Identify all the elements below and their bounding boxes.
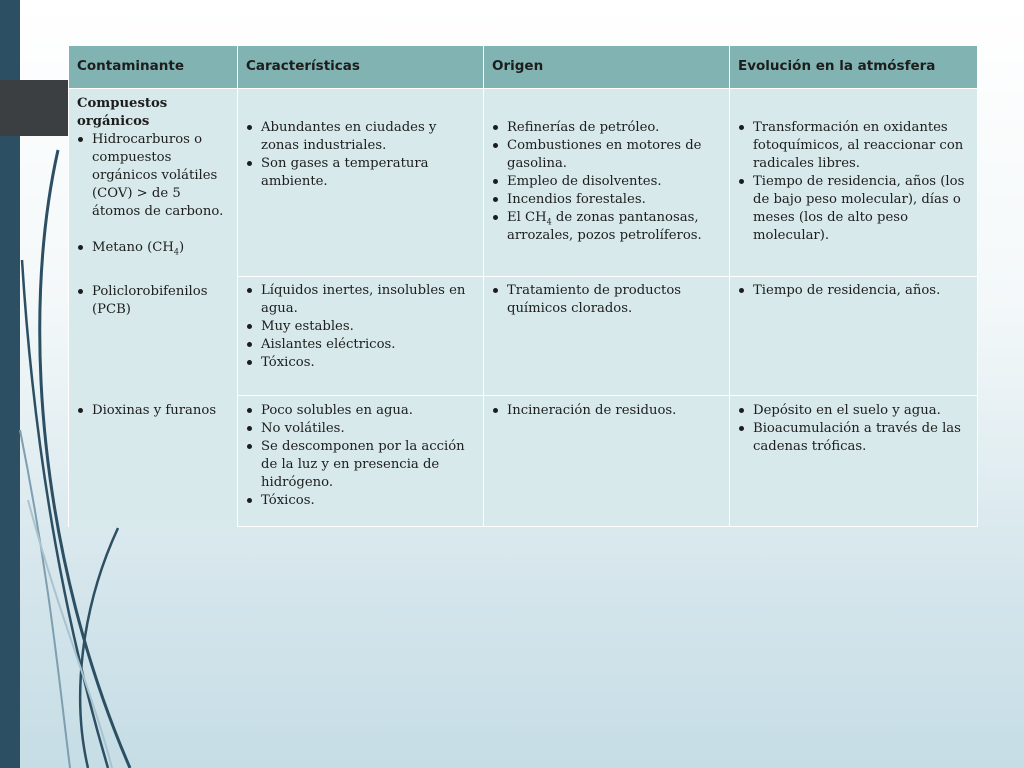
list-item: No volátiles. <box>246 420 475 438</box>
group-title: Compuestos orgánicos <box>77 96 168 129</box>
cell-evolucion <box>730 89 978 277</box>
pollutants-table <box>68 45 978 527</box>
cell-caracteristicas <box>238 277 484 396</box>
list-item: Combustiones en motores de gasolina. <box>492 137 721 173</box>
header-caracteristicas: Características <box>238 46 484 89</box>
list-item: Líquidos inertes, insolubles en agua. <box>246 282 475 318</box>
cell-caracteristicas <box>238 89 484 277</box>
table-row <box>69 396 978 527</box>
list-item: Muy estables. <box>246 318 475 336</box>
cell-contaminante <box>69 396 238 527</box>
list-item: Metano $(CH_4)$ <box>77 239 229 257</box>
list-item: Se descomponen por la acción de la luz y en presencia de hidrógeno. <box>246 438 475 492</box>
header-origen: Origen <box>484 46 730 89</box>
list-item: Transformación en oxidantes fotoquímicos, al reaccionar con radicales libres. <box>738 119 969 173</box>
list-item: Refinerías de petróleo. <box>492 119 721 137</box>
list-item: Incineración de residuos. <box>492 402 721 420</box>
list-item: Empleo de disolventes. <box>492 173 721 191</box>
cell-contaminante <box>69 89 238 277</box>
list-item: Policlorobifenilos (PCB) <box>77 283 229 319</box>
list-item: Bioacumulación a través de las cadenas tróficas. <box>738 420 969 456</box>
list-item: Son gases a temperatura ambiente. <box>246 155 475 191</box>
header-contaminante: Contaminante <box>69 46 238 89</box>
list-item: Incendios forestales. <box>492 191 721 209</box>
cell-origen <box>484 396 730 527</box>
list-item: El $CH_4$ de zonas pantanosas, arrozales, pozos petrolíferos. <box>492 209 721 245</box>
list-item: Tóxicos. <box>246 354 475 372</box>
list-item: Poco solubles en agua. <box>246 402 475 420</box>
cell-evolucion <box>730 396 978 527</box>
table-row <box>69 277 978 396</box>
list-item: Dioxinas y furanos <box>77 402 229 420</box>
list-item: Hidrocarburos o compuestos orgánicos volátiles (COV) > de 5 átomos de carbono. <box>77 131 229 221</box>
list-item: Aislantes eléctricos. <box>246 336 475 354</box>
list-item: Depósito en el suelo y agua. <box>738 402 969 420</box>
table-row <box>69 89 978 277</box>
cell-evolucion <box>730 277 978 396</box>
cell-origen <box>484 89 730 277</box>
header-evolucion: Evolución en la atmósfera <box>730 46 978 89</box>
list-item: Tóxicos. <box>246 492 475 510</box>
list-item: Tiempo de residencia, años. <box>738 282 969 300</box>
list-item: Abundantes en ciudades y zonas industriales. <box>246 119 475 155</box>
cell-origen <box>484 277 730 396</box>
header-row <box>69 46 978 89</box>
list-item: Tratamiento de productos químicos clorados. <box>492 282 721 318</box>
list-item: Tiempo de residencia, años (los de bajo peso molecular), días o meses (los de alto peso molecular). <box>738 173 969 245</box>
cell-caracteristicas <box>238 396 484 527</box>
cell-contaminante <box>69 277 238 396</box>
